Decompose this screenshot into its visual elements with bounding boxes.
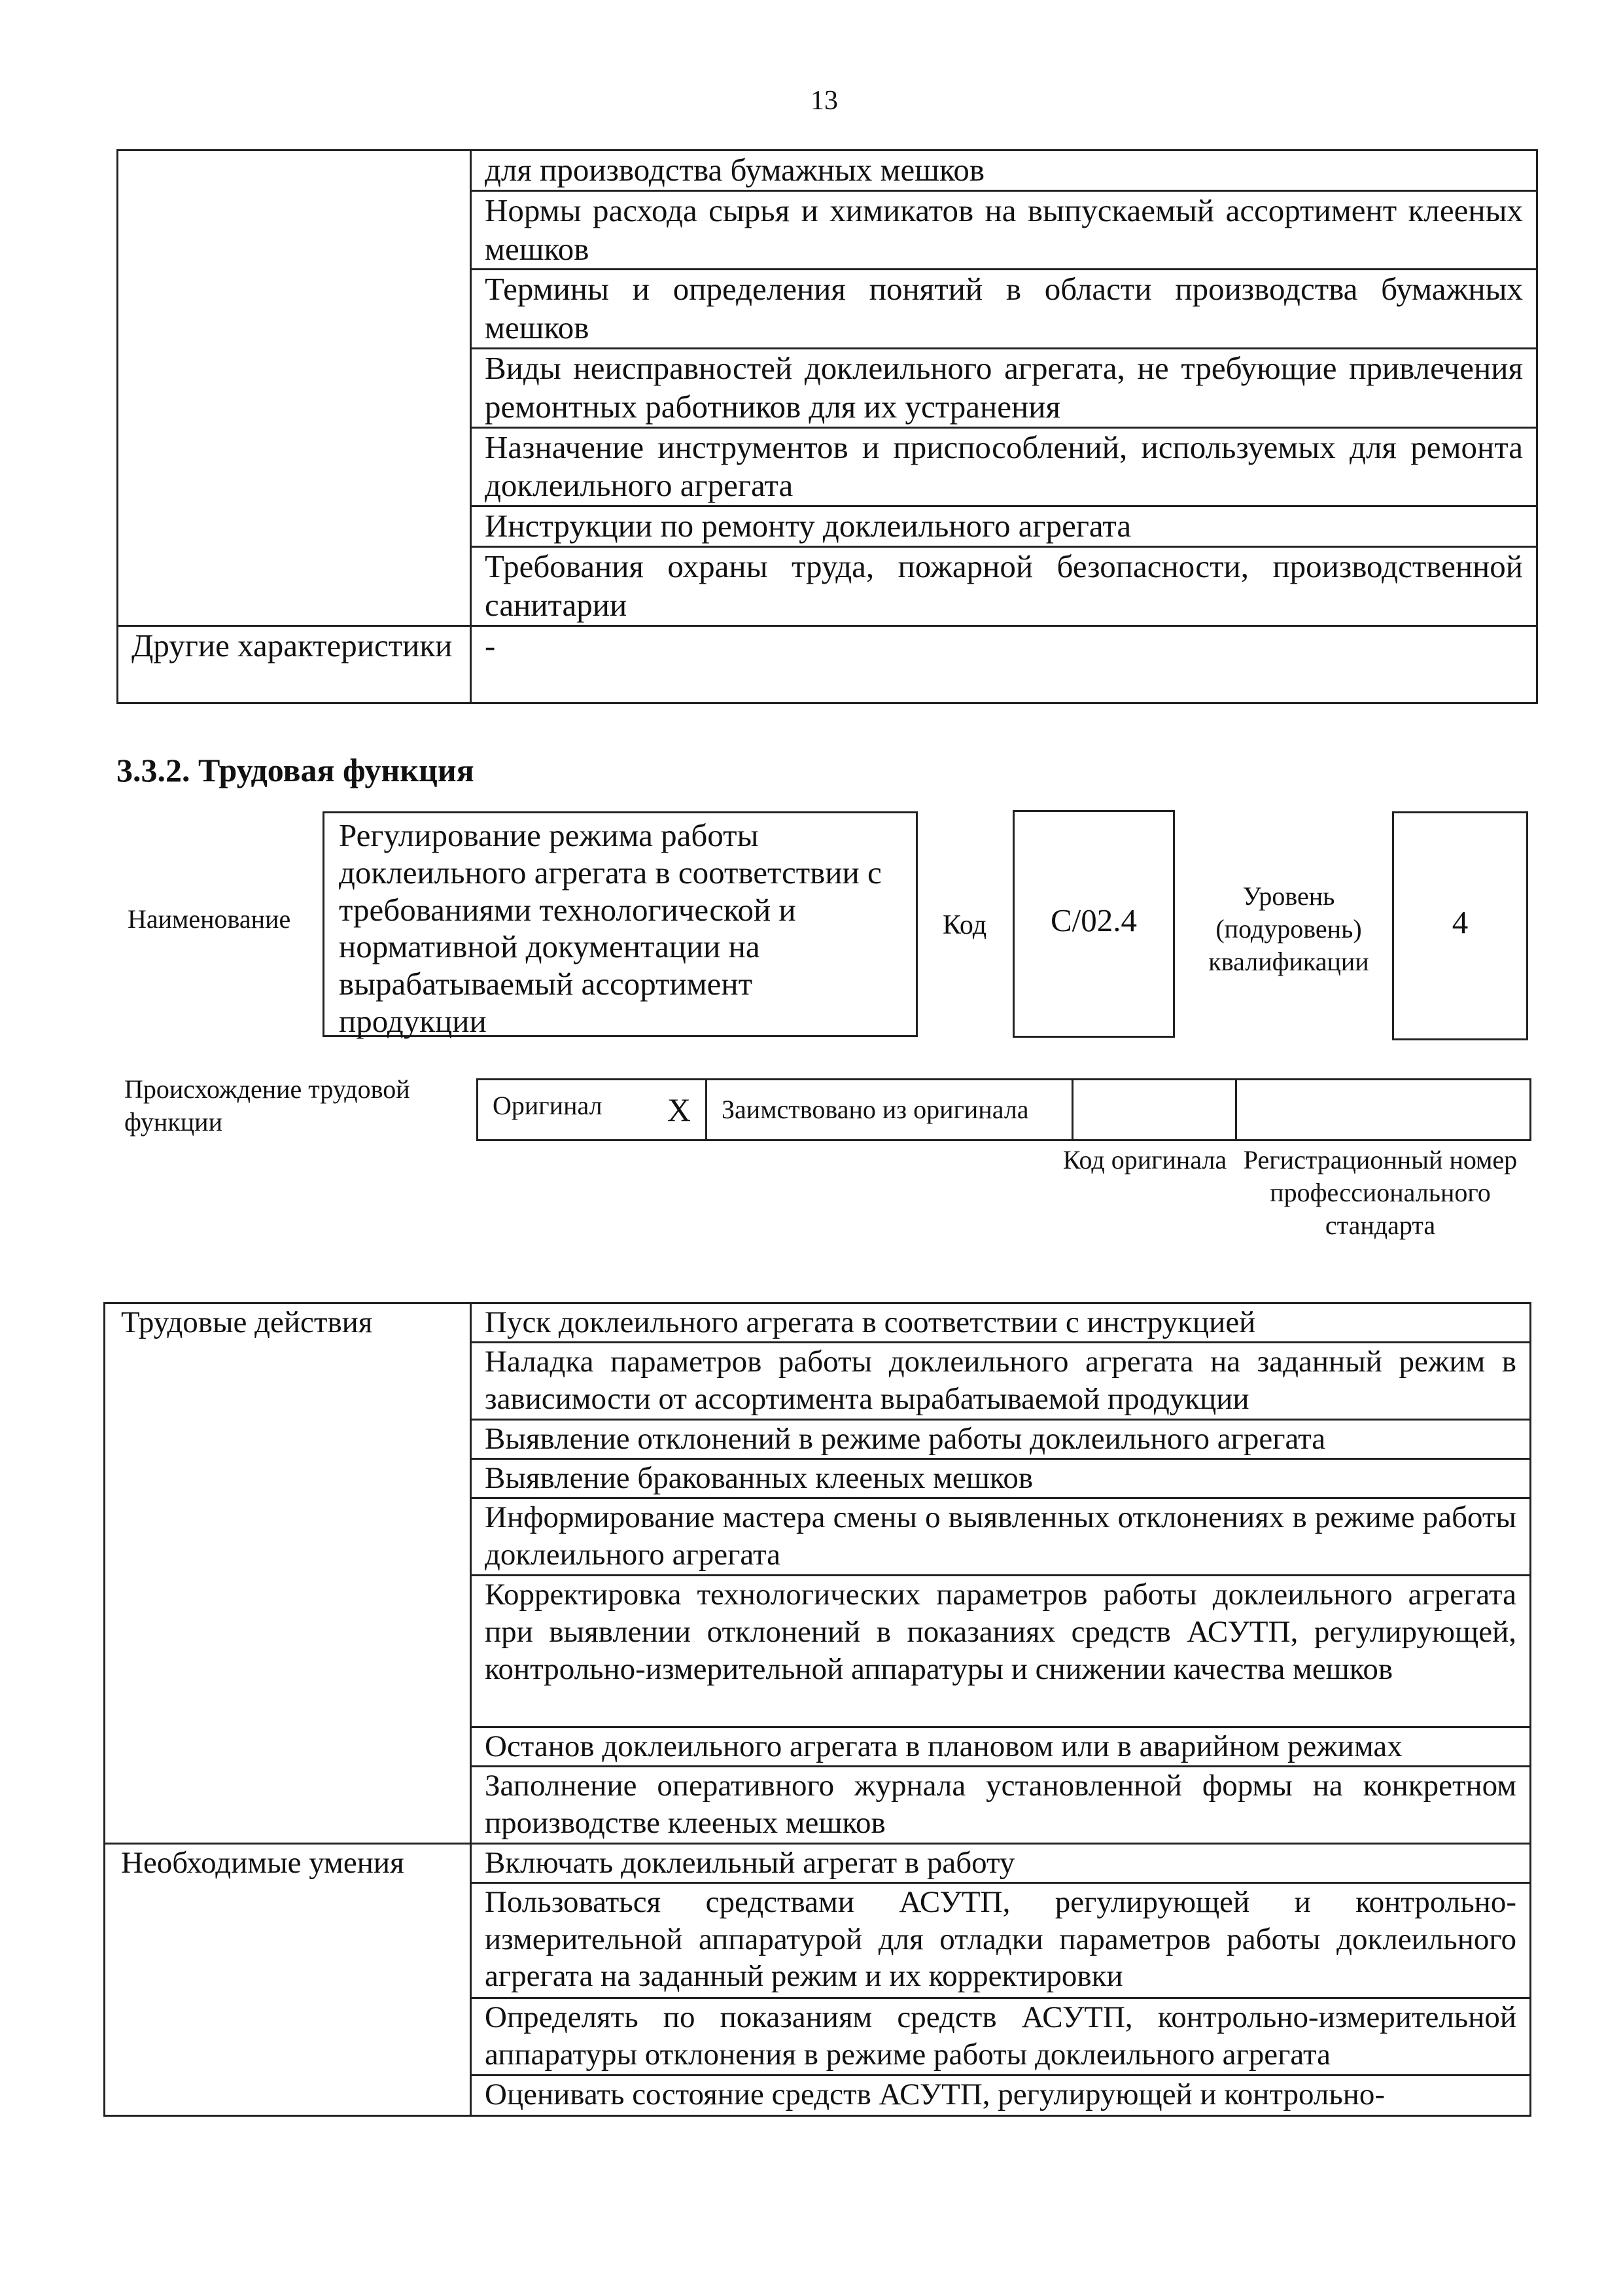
labor-action-item: Останов доклеильного агрегата в плановом или в аварийном режимах bbox=[471, 1727, 1531, 1766]
code-value: С/02.4 bbox=[1050, 902, 1138, 938]
knowledge-table bbox=[116, 149, 1538, 704]
function-name-box: Регулирование режима работы доклеильного агрегата в соответствии с требованиями технологической и нормативной документации на вырабатываемый ассортимент продукции bbox=[323, 811, 918, 1037]
original-code-caption: Код оригинала bbox=[1062, 1145, 1227, 1174]
skill-item: Определять по показаниям средств АСУТП, контрольно-измерительной аппаратуры отклонения в режиме работы доклеильного агрегата bbox=[471, 1998, 1531, 2075]
labor-actions-label: Трудовые действия bbox=[105, 1303, 471, 1844]
borrowed-label: Заимствовано из оригинала bbox=[707, 1080, 1073, 1140]
knowledge-item: Термины и определения понятий в области производства бумажных мешков bbox=[471, 270, 1537, 349]
original-cell bbox=[478, 1080, 707, 1140]
registration-number-cell bbox=[1236, 1080, 1531, 1140]
knowledge-item: для производства бумажных мешков bbox=[471, 150, 1537, 191]
other-characteristics-label: Другие характеристики bbox=[118, 626, 471, 703]
other-characteristics-value: - bbox=[471, 626, 1537, 703]
name-label: Наименование bbox=[128, 904, 291, 934]
origin-label: Происхождение трудовой функции bbox=[124, 1074, 410, 1137]
labor-action-item: Пуск доклеильного агрегата в соответствии с инструкцией bbox=[471, 1303, 1531, 1343]
labor-action-item: Выявление отклонений в режиме работы доклеильного агрегата bbox=[471, 1420, 1531, 1459]
labor-action-item: Выявление бракованных клееных мешков bbox=[471, 1458, 1531, 1498]
level-label: Уровень (подуровень) квалификации bbox=[1208, 881, 1369, 976]
labor-action-item: Корректировка технологических параметров работы доклеильного агрегата при выявлении отклонений в показаниях средств АСУТП, регулирующей, контрольно-измерительной аппаратуры и снижении качества мешков bbox=[471, 1575, 1531, 1727]
original-mark: X bbox=[667, 1091, 691, 1128]
labor-action-item: Наладка параметров работы доклеильного агрегата на заданный режим в зависимости от ассортимента вырабатываемой продукции bbox=[471, 1343, 1531, 1420]
knowledge-item: Инструкции по ремонту доклеильного агрегата bbox=[471, 506, 1537, 547]
knowledge-item: Требования охраны труда, пожарной безопасности, производственной санитарии bbox=[471, 546, 1537, 626]
functions-table bbox=[103, 1302, 1531, 2117]
section-heading: 3.3.2. Трудовая функция bbox=[116, 752, 474, 788]
knowledge-item: Виды неисправностей доклеильного агрегата, не требующие привлечения ремонтных работников для их устранения bbox=[471, 348, 1537, 427]
labor-action-item: Информирование мастера смены о выявленных отклонениях в режиме работы доклеильного агрегата bbox=[471, 1498, 1531, 1575]
empty-left-cell bbox=[118, 150, 471, 626]
page-number: 13 bbox=[811, 86, 838, 116]
skill-item: Включать доклеильный агрегат в работу bbox=[471, 1843, 1531, 1882]
code-label: Код bbox=[943, 910, 987, 940]
level-value: 4 bbox=[1452, 904, 1469, 940]
labor-action-item: Заполнение оперативного журнала установленной формы на конкретном производстве клееных мешков bbox=[471, 1766, 1531, 1843]
original-label: Оригинал bbox=[493, 1091, 602, 1120]
knowledge-item: Назначение инструментов и приспособлений, используемых для ремонта доклеильного агрегата bbox=[471, 427, 1537, 506]
original-code-cell bbox=[1073, 1080, 1236, 1140]
registration-number-caption: Регистрационный номер профессионального стандарта bbox=[1243, 1145, 1518, 1240]
origin-table bbox=[476, 1078, 1531, 1141]
skill-item: Пользоваться средствами АСУТП, регулирующей и контрольно-измерительной аппаратурой для отладки параметров работы доклеильного агрегата на заданный режим и их корректировки bbox=[471, 1882, 1531, 1998]
skills-label: Необходимые умения bbox=[105, 1843, 471, 2115]
skill-item: Оценивать состояние средств АСУТП, регулирующей и контрольно- bbox=[471, 2075, 1531, 2115]
knowledge-item: Нормы расхода сырья и химикатов на выпускаемый ассортимент клееных мешков bbox=[471, 190, 1537, 270]
